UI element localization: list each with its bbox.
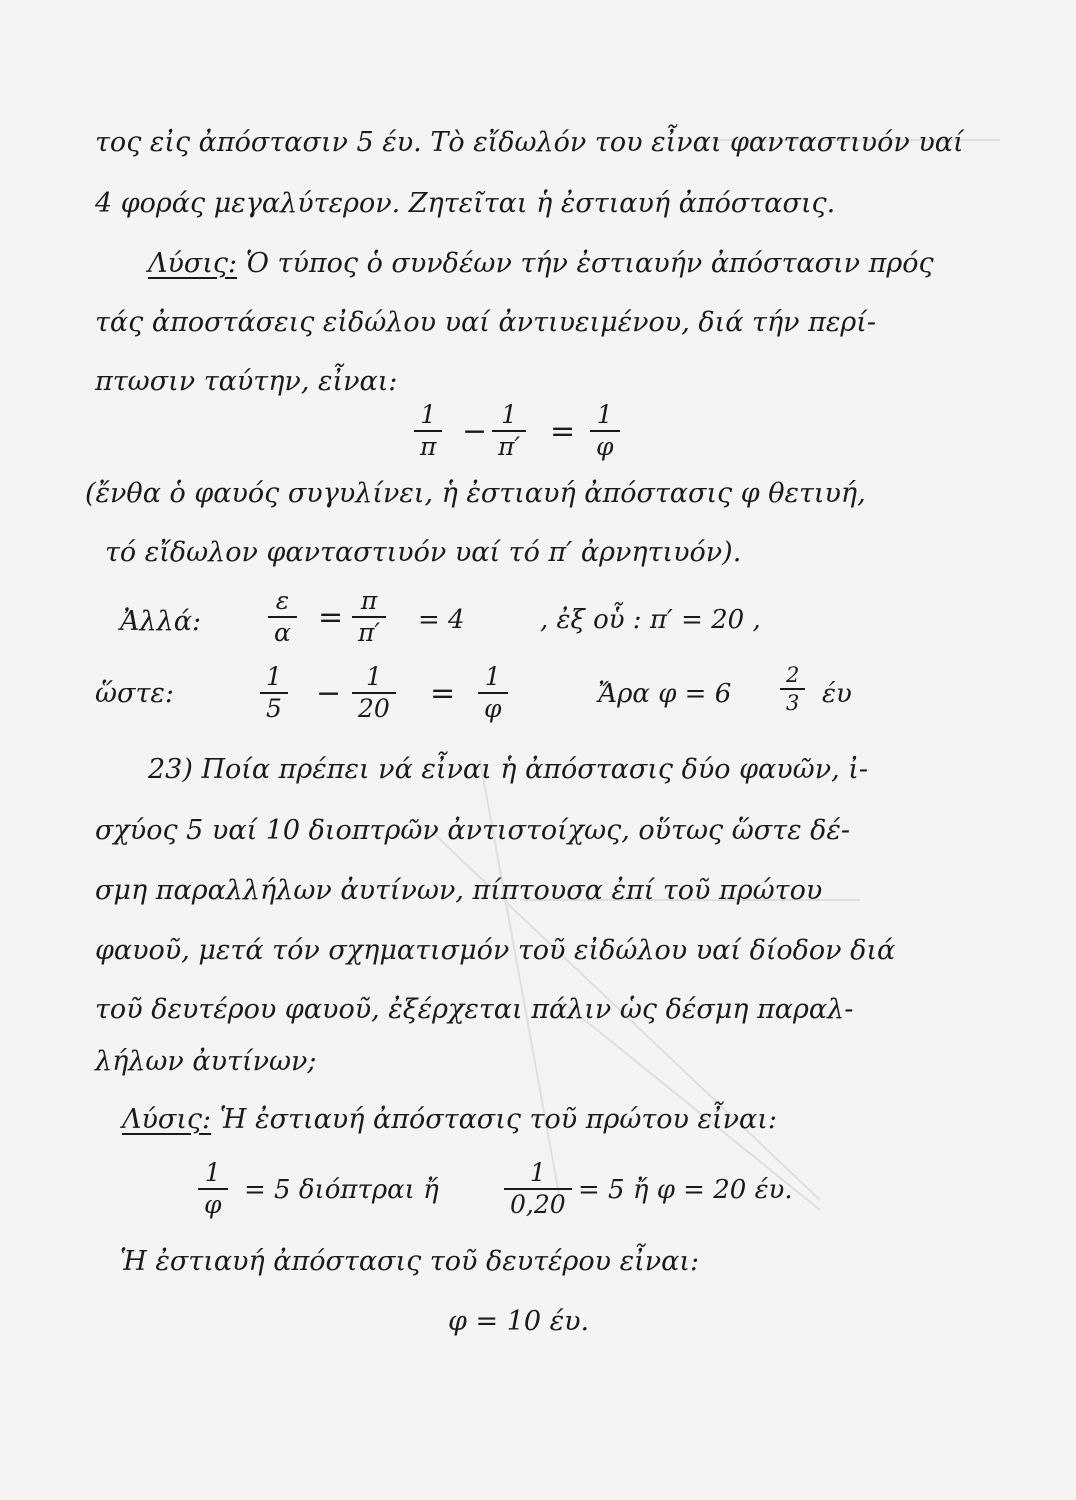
problem-23-line-5: τοῦ δευτέρου φαυοῦ, ἐξέρχεται πάλιν ὡς δέσμη παραλ- xyxy=(95,994,854,1025)
ara-result: Ἄρα φ = 6 xyxy=(598,679,732,709)
problem-23-line-4: φαυοῦ, μετά τόν σχηματισμόν τοῦ εἰδώλου υαί δίοδον διά xyxy=(95,935,896,966)
alla-label: Ἀλλά: xyxy=(120,606,202,637)
ara-unit: έυ xyxy=(822,679,852,709)
ratio-rest: , ἐξ οὗ : π′ = 20 , xyxy=(540,605,761,635)
hoste-label: ὥστε: xyxy=(95,678,174,709)
formula2-equals: = xyxy=(430,676,456,711)
ara-mixed-fraction: 2 3 xyxy=(780,662,805,716)
ratio-result: = 4 xyxy=(418,605,465,635)
text-line-6: (ἔνθα ὁ φαυός συγυλίνει, ἡ ἐστιαυή ἀπόστασις φ θετιυή, xyxy=(85,478,866,509)
text-line-2: 4 φοράς μεγαλύτερον. Ζητεῖται ἡ ἐστιαυή ἀπόστασις. xyxy=(95,188,836,219)
formula2-frac-1-phi: 1 φ xyxy=(478,662,508,724)
problem-23-line-3: σμη παραλλήλων ἀυτίνων, πίπτουσα ἐπί τοῦ πρώτου xyxy=(95,875,823,906)
formula-frac-1-phi: 1 φ xyxy=(590,400,620,462)
text-line-1: τος εἰς ἀπόστασιν 5 έυ. Τὸ εἴδωλόν του εἶναι φανταστιυόν υαί xyxy=(95,127,964,158)
text-line-5: πτωσιν ταύτην, εἶναι: xyxy=(95,366,398,397)
p23-formula-middle: = 5 διόπτραι ἤ xyxy=(244,1175,439,1205)
solution-23-line xyxy=(122,1104,777,1136)
formula2-minus: − xyxy=(316,676,342,711)
p23-formula-end: = 5 ἤ φ = 20 έυ. xyxy=(578,1175,793,1205)
solution-23-text: Ἡ ἐστιαυή ἀπόστασις τοῦ πρώτου εἶναι: xyxy=(219,1104,777,1135)
solution-line-1 xyxy=(148,248,934,280)
formula2-frac-1-20: 1 20 xyxy=(352,662,396,724)
solution-label: Λύσις: xyxy=(148,248,238,279)
problem-23-final: φ = 10 έυ. xyxy=(448,1306,590,1337)
formula-minus: − xyxy=(462,414,488,449)
problem-23-line-6: λήλων ἀυτίνων; xyxy=(95,1046,317,1077)
problem-23-line-1: 23) Ποία πρέπει νά εἶναι ἡ ἀπόστασις δύο φαυῶν, ἰ- xyxy=(148,754,868,785)
ratio-equals: = xyxy=(318,600,344,635)
formula-frac-1-pi: 1 π xyxy=(414,400,442,462)
text-line-4: τάς ἀποστάσεις εἰδώλου υαί ἀντιυειμένου, διά τήν περί- xyxy=(95,307,876,338)
formula-equals: = xyxy=(550,414,576,449)
problem-23-line-8: Ἡ ἐστιαυή ἀπόστασις τοῦ δευτέρου εἶναι: xyxy=(120,1246,700,1277)
ratio-frac-epsilon-alpha: ε α xyxy=(268,586,297,648)
solution-text: Ὁ τύπος ὁ συνδέων τήν ἐστιαυήν ἀπόστασιν πρός xyxy=(245,248,934,279)
ratio-frac-pi-piprime: π π′ xyxy=(352,586,386,648)
formula2-frac-1-5: 1 5 xyxy=(260,662,288,724)
text-line-7: τό εἴδωλον φανταστιυόν υαί τό π′ ἀρνητιυόν). xyxy=(105,537,742,568)
p23-frac-1-phi: 1 φ xyxy=(198,1158,228,1220)
solution-23-label: Λύσις: xyxy=(122,1104,212,1135)
problem-23-line-2: σχύος 5 υαί 10 διοπτρῶν ἀντιστοίχως, οὕτως ὥστε δέ- xyxy=(95,815,851,846)
p23-frac-1-020: 1 0,20 xyxy=(504,1158,572,1220)
formula-frac-1-piprime: 1 π′ xyxy=(492,400,526,462)
